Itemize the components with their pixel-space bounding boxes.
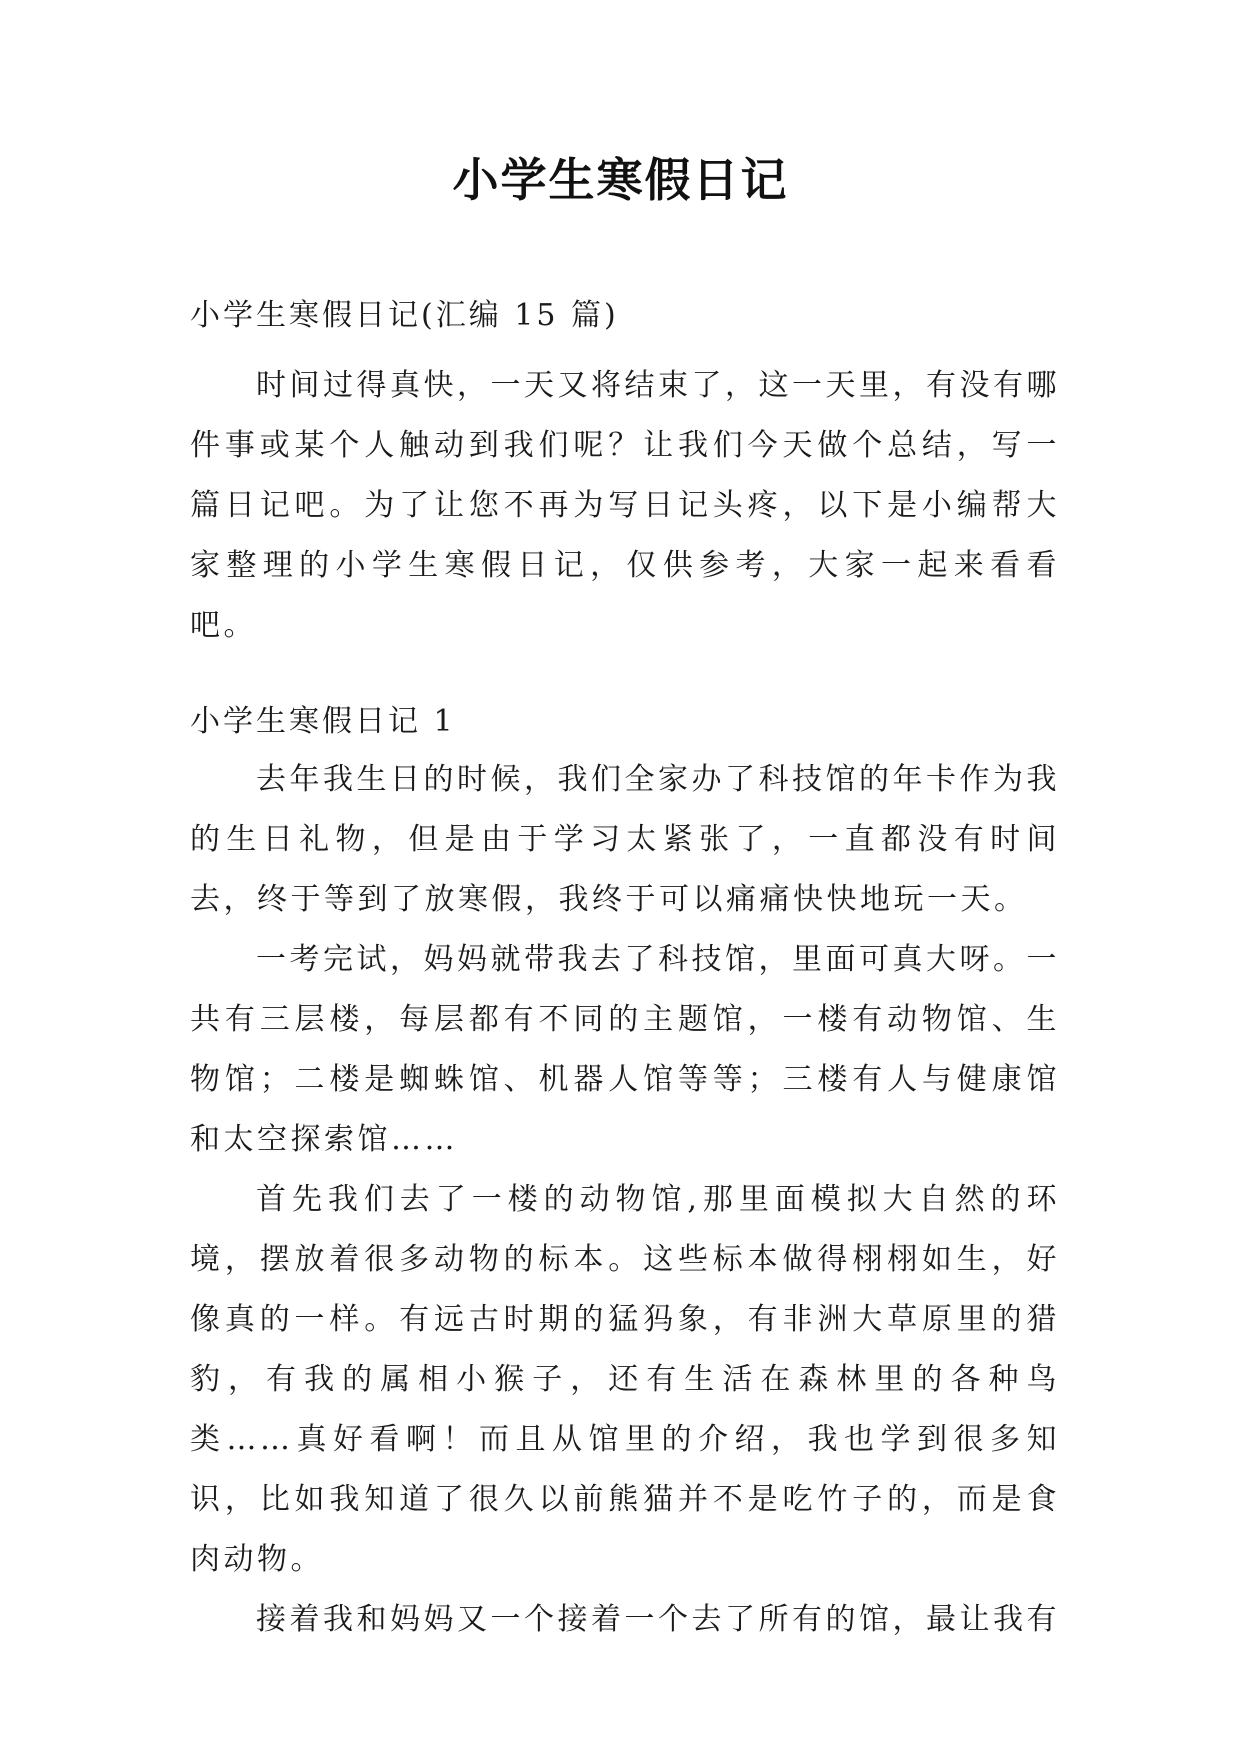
intro-paragraph: 时间过得真快，一天又将结束了，这一天里，有没有哪件事或某个人触动到我们呢？让我们今天做个总结，写一篇日记吧。为了让您不再为写日记头疼，以下是小编帮大家整理的小学生寒假日记，仅供参考，大家一起来看看吧。: [190, 368, 1060, 643]
body-paragraph: 接着我和妈妈又一个接着一个去了所有的馆，最让我有: [256, 1602, 1060, 1637]
section-heading: 小学生寒假日记 1: [190, 704, 456, 739]
document-title: 小学生寒假日记: [452, 153, 789, 207]
intro-block: [190, 356, 1060, 656]
body-paragraph: 一考完试，妈妈就带我去了科技馆，里面可真大呀。一共有三层楼，每层都有不同的主题馆，一楼有动物馆、生物馆；二楼是蜘蛛馆、机器人馆等等；三楼有人与健康馆和太空探索馆……: [190, 942, 1060, 1157]
body-paragraph: 去年我生日的时候，我们全家办了科技馆的年卡作为我的生日礼物，但是由于学习太紧张了，一直都没有时间去，终于等到了放寒假，我终于可以痛痛快快地玩一天。: [190, 762, 1060, 917]
section-body: [190, 750, 1060, 1650]
body-paragraph: 首先我们去了一楼的动物馆,那里面模拟大自然的环境，摆放着很多动物的标本。这些标本做得栩栩如生，好像真的一样。有远古时期的猛犸象，有非洲大草原里的猎豹，有我的属相小猴子，还有生活在森林里的各种鸟类……真好看啊！而且从馆里的介绍，我也学到很多知识，比如我知道了很久以前熊猫并不是吃竹子的，而是食肉动物。: [190, 1182, 1060, 1577]
document-subtitle: 小学生寒假日记(汇编 15 篇): [190, 298, 619, 333]
